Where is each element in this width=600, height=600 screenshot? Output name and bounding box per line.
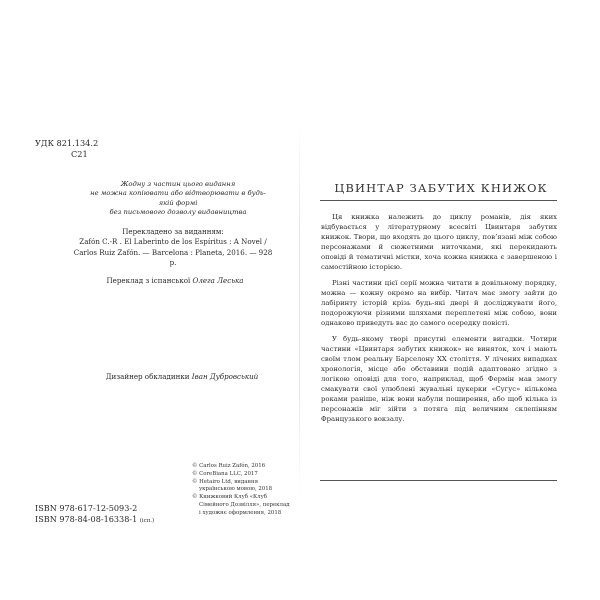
isbn-spanish: ISBN 978-84-08-16338-1 [35, 514, 138, 524]
paragraph: Різні частини цієї серії можна читати в довільному порядку, можна — кожну окремо на вибір. Читач має змогу зайти до лабіринту історій крізь будь-які двері й досліджувати його, подорожуючи різними шляхами переплетені між собою, вони однаково приведуть вас до самого осередку повісті. [321, 279, 557, 327]
translated-label: Перекладено за виданням: [122, 227, 224, 236]
isbn-ukrainian: ISBN 978-617-12-5093-2 [35, 503, 138, 513]
translated-source-line: Zafón C.-R . El Laberinto de los Espíritus : A Novel / [79, 237, 267, 247]
copyright-line: © Carlos Ruiz Zafón, 2016 [192, 463, 266, 469]
section-title: ЦВИНТАР ЗАБУТИХ КНИЖОК [334, 181, 548, 195]
copyright-line: © Книжковий Клуб «Клуб Сімейного Дозвілля», переклад і художнє оформлення, 2018 [192, 494, 290, 516]
classification-code: С21 [71, 149, 88, 159]
original-edition-info [70, 227, 276, 269]
paragraph: Ця книжка належить до циклу романів, дія яких відбувається у літературному всесвіті Цвинтаря забутих книжок. Твори, що входять до цього циклу, пов’язані між собою персонажами й сюжетними ниточками, які перекидають оповіді й тематичні містки, хоча кожна книжка є завершеною і самостійною історією. [321, 213, 557, 271]
copyright-block [192, 463, 292, 518]
copyright-line: © Hetairo Ltd, видання українською мовою, 2018 [192, 478, 273, 493]
rights-notice [90, 180, 266, 218]
bottom-rule [320, 480, 557, 481]
isbn-spanish-note: (ісп.) [139, 518, 155, 524]
translated-source-line: Carlos Ruiz Zafón. — Barcelona : Planeta, 2016. — 928 p. [73, 247, 273, 268]
copyright-line: © CoreBiana LLC, 2017 [192, 470, 258, 477]
title-rule [320, 200, 557, 201]
translator-name: Олега Леська [192, 276, 244, 285]
body-text [321, 212, 557, 430]
paragraph: У будь-якому творі присутні елементи вигадки. Чотири частини «Цвинтаря забутих книжок» не виняток, хоч і мають своїм тлом реальну Барселону ХХ століття. У лічених випадках хронологія, місце або обставини подій адаптовано згідно з логікою оповіді для того, наприклад, щоб Фермін мав змогу смакувати свої улюблені жувальні цукерки «Сугус» кількома роками раніше, ніж вони набули поширення, або щоб кілька із персонажів міг зійти з потяга під величним склепінням Французького вокзалу. [321, 335, 557, 423]
udk-code: УДК 821.134.2 [35, 138, 99, 148]
designer-credit [82, 372, 282, 381]
rights-line: без письмового дозволу видавництва [109, 208, 247, 217]
udk-block [35, 138, 98, 160]
rights-line: Жодну з частин цього видання [120, 180, 236, 188]
designer-label: Дизайнер обкладинки [105, 372, 190, 381]
translator-label: Переклад з іспанської [106, 276, 191, 285]
designer-name: Іван Дубровський [191, 372, 259, 381]
rights-line: не можна копіювати або відтворювати в будь-якій формі [90, 189, 266, 207]
translator-credit [75, 276, 275, 285]
isbn-block [35, 503, 154, 527]
